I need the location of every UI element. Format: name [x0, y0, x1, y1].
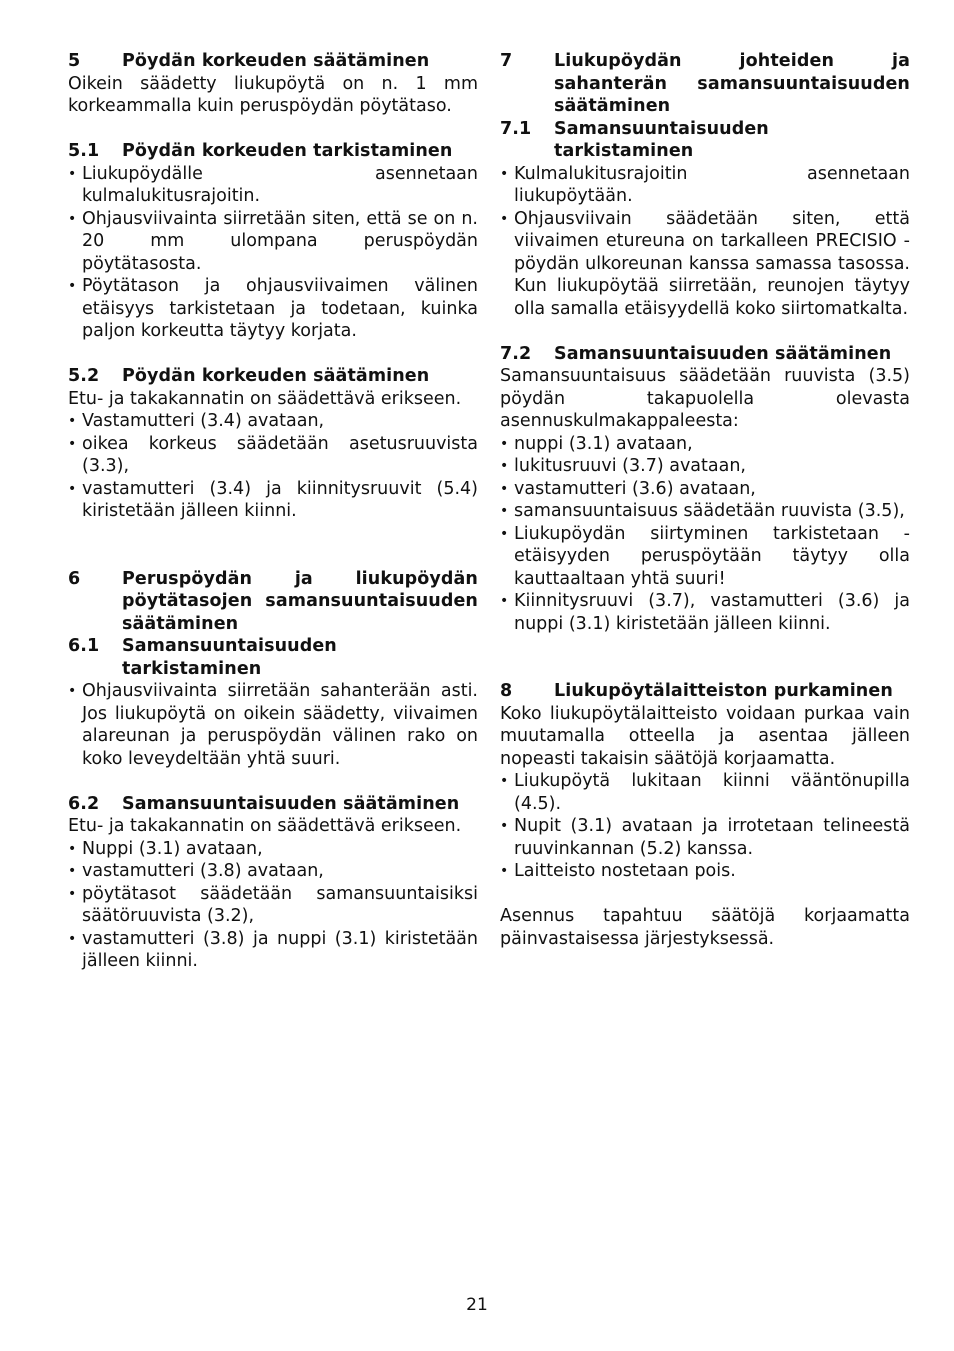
heading-number: 7.2	[500, 343, 532, 364]
heading-8	[500, 680, 910, 703]
list-item: • oikea korkeus säädetään asetusruuvista (3.3),	[68, 433, 478, 478]
right-column	[500, 50, 910, 950]
list-item: • vastamutteri (3.6) avataan,	[500, 478, 910, 501]
bullet-list	[500, 770, 910, 883]
heading-title: Samansuuntaisuuden tarkistaminen	[122, 636, 337, 679]
left-column	[68, 50, 478, 973]
heading-5-1	[68, 140, 478, 163]
heading-number: 5	[68, 51, 81, 71]
list-item: • Ohjausviivainta siirretään siten, että se on n. 20 mm ulompana peruspöydän pöytätasosta.	[68, 208, 478, 276]
list-item: • pöytätasot säädetään samansuuntaisiksi säätöruuvista (3.2),	[68, 883, 478, 928]
bullet-list	[68, 410, 478, 523]
heading-title: Pöydän korkeuden tarkistaminen	[122, 141, 453, 161]
heading-title: Liukupöytälaitteiston purkaminen	[554, 681, 893, 701]
heading-title: Peruspöydän ja liukupöydän pöytätasojen samansuuntaisuuden säätäminen	[122, 568, 478, 634]
paragraph: Etu- ja takakannatin on säädettävä erikseen.	[68, 816, 462, 836]
list-item: • Ohjausviivain säädetään siten, että viivaimen etureuna on tarkalleen PRECISIO - pöydän ulkoreunan kanssa samassa tasossa. Kun liukupöytää siirretään, reunojen täytyy olla samalla etäisyydellä koko siirtomatkalta.	[500, 208, 910, 321]
paragraph: Samansuuntaisuus säädetään ruuvista (3.5) pöydän takapuolella olevasta asennuskulmakappaleesta:	[500, 366, 910, 431]
heading-number: 7	[500, 51, 513, 71]
list-item: • Ohjausviivainta siirretään sahanterään asti. Jos liukupöytä on oikein säädetty, viivaimen alareunan ja peruspöydän välinen rako on koko leveydeltään yhtä suuri.	[68, 680, 478, 770]
heading-number: 6.1	[68, 636, 100, 656]
list-item: • Nupit (3.1) avataan ja irrotetaan telineestä ruuvinkannan (5.2) kanssa.	[500, 815, 910, 860]
heading-title: Liukupöydän johteiden ja sahanterän samansuuntaisuuden säätäminen	[554, 51, 910, 116]
closing-paragraph: Asennus tapahtuu säätöjä korjaamatta päinvastaisessa järjestyksessä.	[500, 906, 910, 949]
heading-6	[68, 568, 478, 636]
list-item: • Nuppi (3.1) avataan,	[68, 838, 478, 861]
list-item: • Pöytätason ja ohjausviivaimen välinen etäisyys tarkistetaan ja todetaan, kuinka paljon korkeutta täytyy korjata.	[68, 275, 478, 343]
bullet-list	[500, 433, 910, 636]
heading-number: 6.2	[68, 793, 100, 814]
heading-6-1	[68, 635, 478, 680]
page-number: 21	[466, 1295, 488, 1315]
list-item: • lukitusruuvi (3.7) avataan,	[500, 455, 910, 478]
list-item: • vastamutteri (3.8) avataan,	[68, 860, 478, 883]
bullet-list	[500, 163, 910, 321]
heading-title: Pöydän korkeuden säätäminen	[122, 51, 430, 71]
list-item: • samansuuntaisuus säädetään ruuvista (3.5),	[500, 500, 910, 523]
heading-7-1	[500, 118, 910, 163]
list-item: • nuppi (3.1) avataan,	[500, 433, 910, 456]
heading-5-2	[68, 365, 478, 388]
heading-title: Samansuuntaisuuden tarkistaminen	[554, 118, 769, 161]
list-item: • Kulmalukitusrajoitin asennetaan liukupöytään.	[500, 163, 910, 208]
list-item: • vastamutteri (3.8) ja nuppi (3.1) kiristetään jälleen kiinni.	[68, 928, 478, 973]
paragraph: Etu- ja takakannatin on säädettävä erikseen.	[68, 388, 462, 409]
bullet-list	[68, 163, 478, 343]
heading-number: 8	[500, 681, 513, 701]
heading-7	[500, 50, 910, 118]
heading-title: Samansuuntaisuuden säätäminen	[122, 793, 460, 814]
heading-number: 5.1	[68, 141, 100, 161]
paragraph: Koko liukupöytälaitteisto voidaan purkaa vain muutamalla otteella ja asentaa jälleen nopeasti takaisin säätöjä korjaamatta.	[500, 703, 910, 769]
heading-number: 5.2	[68, 366, 100, 386]
heading-6-2	[68, 793, 478, 816]
list-item: • Kiinnitysruuvi (3.7), vastamutteri (3.6) ja nuppi (3.1) kiristetään jälleen kiinni.	[500, 590, 910, 635]
heading-number: 6	[68, 568, 81, 589]
list-item: • Liukupöydälle asennetaan kulmalukitusrajoitin.	[68, 163, 478, 208]
bullet-list	[68, 838, 478, 973]
list-item: • Liukupöytä lukitaan kiinni vääntönupilla (4.5).	[500, 770, 910, 815]
heading-5	[68, 50, 478, 73]
paragraph: Oikein säädetty liukupöytä on n. 1 mm korkeammalla kuin peruspöydän pöytätaso.	[68, 73, 478, 116]
heading-number: 7.1	[500, 118, 532, 139]
heading-7-2	[500, 343, 910, 366]
heading-title: Pöydän korkeuden säätäminen	[122, 366, 430, 386]
bullet-list	[68, 680, 478, 770]
list-item: • vastamutteri (3.4) ja kiinnitysruuvit (5.4) kiristetään jälleen kiinni.	[68, 478, 478, 523]
list-item: • Laitteisto nostetaan pois.	[500, 860, 910, 883]
list-item: • Vastamutteri (3.4) avataan,	[68, 410, 478, 433]
heading-title: Samansuuntaisuuden säätäminen	[554, 343, 892, 364]
list-item: • Liukupöydän siirtyminen tarkistetaan - etäisyyden peruspöytään täytyy olla kauttaaltaan yhtä suuri!	[500, 523, 910, 591]
